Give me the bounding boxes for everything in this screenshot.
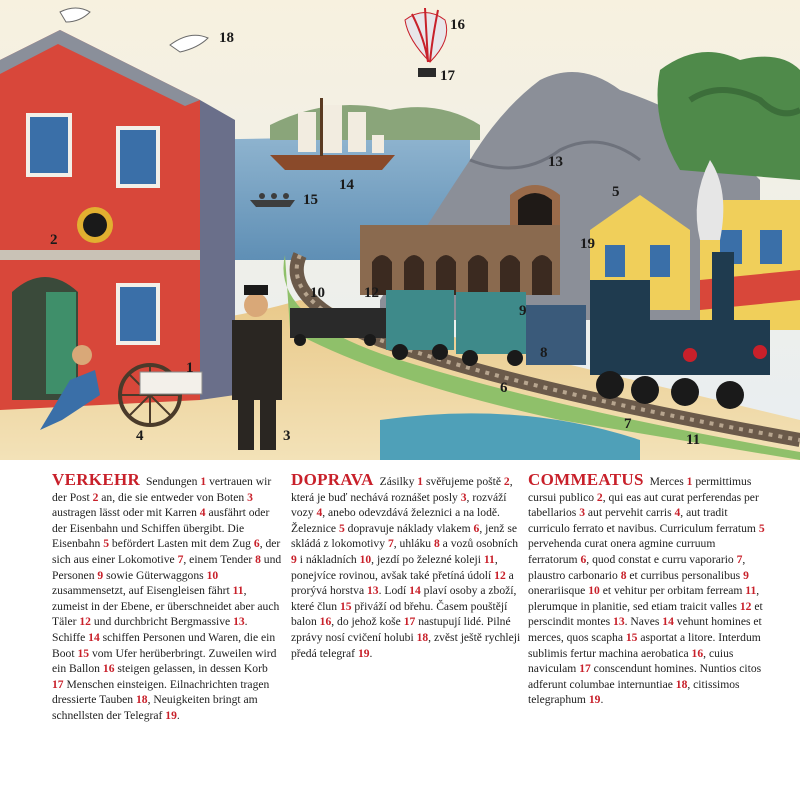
reference-number: 6: [580, 552, 587, 566]
marker-15: 15: [303, 192, 318, 208]
reference-number: 12: [79, 615, 91, 629]
column-body: [52, 475, 281, 722]
column-body: [528, 475, 765, 706]
marker-18: 18: [219, 30, 234, 46]
marker-9: 9: [519, 303, 527, 319]
reference-number: 6: [473, 521, 480, 535]
reference-number: 11: [483, 552, 495, 566]
reference-number: 9: [97, 568, 104, 582]
reference-number: 9: [743, 568, 749, 582]
reference-number: 13: [366, 584, 379, 598]
text-run: Sendungen: [143, 475, 201, 488]
text-run: steigen gelassen, in dessen Korb: [114, 662, 268, 676]
reference-number: 11: [745, 584, 757, 598]
reference-number: 2: [503, 475, 510, 488]
reference-number: 13: [233, 615, 245, 629]
text-run: ausfährt oder der Eisenbahn und Schiffen übergibt. Die Eisenbahn: [52, 506, 270, 551]
text-run: vertrauen wir der Post: [52, 475, 272, 504]
viaduct: [360, 225, 560, 295]
reference-number: 1: [417, 475, 424, 488]
reference-number: 16: [691, 646, 704, 660]
text-run: , ponejvíce rovinou, avšak také přetíná údolí: [291, 552, 498, 582]
text-run: plaví osoby a zboží, které člun: [291, 584, 517, 613]
text-run: .: [369, 646, 373, 660]
text-run: und Personen: [52, 552, 282, 582]
reference-number: 3: [460, 490, 467, 504]
marker-16: 16: [450, 17, 465, 33]
text-run: , anebo odevzdává železnici a na lodě. Železnice: [291, 506, 500, 535]
text-run: an, die sie entweder von Boten: [98, 490, 248, 504]
marker-10: 10: [310, 285, 325, 301]
reference-number: 10: [588, 584, 600, 598]
reference-number: 10: [359, 552, 372, 566]
reference-number: 7: [387, 537, 394, 551]
text-run: , do jehož koše: [331, 615, 404, 629]
reference-number: 5: [103, 537, 109, 551]
text-run: conscendunt homines. Nuntios citos adferunt columbae internuntiae: [528, 662, 762, 691]
reference-number: 19: [165, 708, 177, 722]
reference-number: 11: [232, 584, 244, 598]
text-run: Zásilky: [376, 475, 418, 488]
text-run: asportat a litore. Interdum sublimis fertur machina aerobatica: [528, 630, 761, 660]
reference-number: 15: [625, 630, 638, 644]
reference-number: 4: [316, 506, 323, 520]
text-run: permittimus cursui publico: [528, 475, 752, 504]
forest: [658, 52, 800, 180]
text-run: aut pervehit carris: [584, 506, 675, 520]
reference-number: 16: [102, 662, 115, 676]
reference-number: 1: [200, 475, 207, 488]
text-run: , zvěst ještě rychleji předá telegraf: [291, 630, 521, 660]
reference-number: 7: [736, 552, 743, 566]
text-run: vom Ufer herüberbringt. Zuweilen wird ein Ballon: [52, 646, 277, 676]
text-run: , aut tradit curriculo ferrato et navibus. Curriculum ferratum: [528, 506, 759, 535]
column-german: [52, 472, 282, 724]
reference-number: 6: [253, 537, 260, 551]
text-run: , jenž se skládá z lokomotivy: [291, 521, 517, 551]
reference-number: 15: [339, 599, 352, 613]
text-run: . Naves: [624, 615, 663, 629]
text-run: onerariisque: [528, 584, 589, 598]
text-run: , Neuigkeiten bringt am schnellsten der Telegraf: [52, 693, 258, 722]
reference-number: 13: [613, 615, 625, 629]
text-run: , plerumque in planitie, sed etiam traicit valles: [528, 584, 760, 613]
text-run: sowie Güterwaggons: [103, 568, 207, 582]
reference-number: 8: [433, 537, 440, 551]
text-run: zusammensetzt, auf Eisengleisen fährt: [52, 584, 233, 598]
reference-number: 19: [357, 646, 370, 660]
column-latin: [528, 472, 766, 708]
text-run: , rozváží vozy: [291, 490, 507, 520]
text-run: i nákladních: [296, 552, 360, 566]
text-run: , qui eas aut curat perferendas per tabellarios: [528, 490, 759, 520]
marker-6: 6: [500, 380, 508, 396]
reference-number: 3: [579, 506, 585, 520]
marker-4: 4: [136, 428, 144, 444]
column-body: [291, 475, 520, 660]
marker-12: 12: [364, 285, 379, 301]
text-run: Merces: [646, 475, 687, 488]
text-run: , quod constat e curru vaporario: [586, 552, 737, 566]
marker-14: 14: [339, 177, 354, 193]
text-run: . Lodí: [378, 584, 410, 598]
text-run: přiváží od břehu. Časem pouštějí balon: [291, 599, 508, 629]
text-run: et perscindit montes: [528, 599, 763, 629]
text-run: , uhláku: [393, 537, 434, 551]
text-run: , einem Tender: [183, 552, 256, 566]
reference-number: 12: [494, 568, 506, 582]
reference-number: 1: [686, 475, 693, 488]
text-run: , citissimos telegraphum: [528, 677, 740, 707]
column-czech: [291, 472, 521, 661]
reference-number: 4: [674, 506, 681, 520]
marker-8: 8: [540, 345, 548, 361]
text-run: . Schiffe: [52, 615, 248, 644]
text-run: a prorývá horstva: [291, 568, 514, 598]
text-run: et curribus personalibus: [626, 568, 744, 582]
text-run: , der sich aus einer Lokomotive: [52, 537, 281, 566]
reference-number: 17: [579, 662, 591, 676]
reference-number: 18: [416, 630, 429, 644]
column-title: DOPRAVA: [291, 470, 374, 489]
reference-number: 18: [135, 693, 148, 707]
text-run: und durchbricht Bergmassive: [90, 615, 234, 629]
text-run: , cuius naviculam: [528, 646, 734, 676]
text-run: a vozů osobních: [439, 537, 519, 551]
reference-number: 15: [77, 646, 90, 660]
marker-1: 1: [186, 360, 194, 376]
reference-number: 16: [319, 615, 332, 629]
reference-number: 14: [662, 615, 674, 629]
reference-number: 5: [758, 521, 765, 535]
reference-number: 18: [675, 677, 688, 691]
text-run: vehunt homines et merces, quos scapha: [528, 615, 762, 644]
text-run: austragen lässt oder mit Karren: [52, 506, 200, 520]
marker-7: 7: [624, 416, 632, 432]
text-run: , plaustro carbonario: [528, 552, 746, 582]
marker-19: 19: [580, 236, 595, 252]
marker-11: 11: [686, 432, 701, 448]
reference-number: 2: [596, 490, 603, 504]
marker-13: 13: [548, 154, 563, 170]
text-run: befördert Lasten mit dem Zug: [109, 537, 254, 551]
text-run: .: [600, 693, 604, 707]
reference-number: 8: [255, 552, 261, 566]
reference-number: 14: [409, 584, 421, 598]
text-run: pervehenda curat onera agmine curruum ferratorum: [528, 537, 716, 566]
reference-number: 19: [588, 693, 601, 707]
text-run: schiffen Personen und Waren, die ein Boot: [52, 630, 276, 660]
text-run: dopravuje náklady vlakem: [344, 521, 474, 535]
text-run: , jezdí po železné koleji: [371, 552, 484, 566]
marker-2: 2: [50, 232, 58, 248]
marker-17: 17: [440, 68, 455, 84]
marker-5: 5: [612, 184, 620, 200]
reference-number: 12: [739, 599, 752, 613]
reference-number: 9: [291, 552, 297, 566]
reference-number: 5: [338, 521, 345, 535]
marker-3: 3: [283, 428, 291, 444]
column-title: VERKEHR: [52, 470, 141, 489]
text-run: nastupují lidé. Pilné zprávy nosí cvičení holubi: [291, 615, 511, 644]
reference-number: 3: [247, 490, 253, 504]
reference-number: 17: [403, 615, 416, 629]
reference-number: 17: [52, 677, 64, 691]
text-run: et vehitur per orbitam ferream: [599, 584, 746, 598]
text-run: , která je buď nechává roznášet posly: [291, 475, 513, 504]
column-title: COMMEATUS: [528, 470, 644, 489]
text-run: Menschen einsteigen. Eilnachrichten tragen dressierte Tauben: [52, 677, 270, 707]
reference-number: 8: [620, 568, 627, 582]
reference-number: 7: [177, 552, 184, 566]
text-run: svěřujeme poště: [423, 475, 504, 488]
text-run: , zumeist in der Ebene, er überschneidet aber auch Täler: [52, 584, 280, 629]
reference-number: 2: [92, 490, 99, 504]
reference-number: 14: [88, 630, 100, 644]
reference-number: 4: [199, 506, 206, 520]
reference-number: 10: [206, 568, 219, 582]
text-run: .: [176, 708, 180, 722]
